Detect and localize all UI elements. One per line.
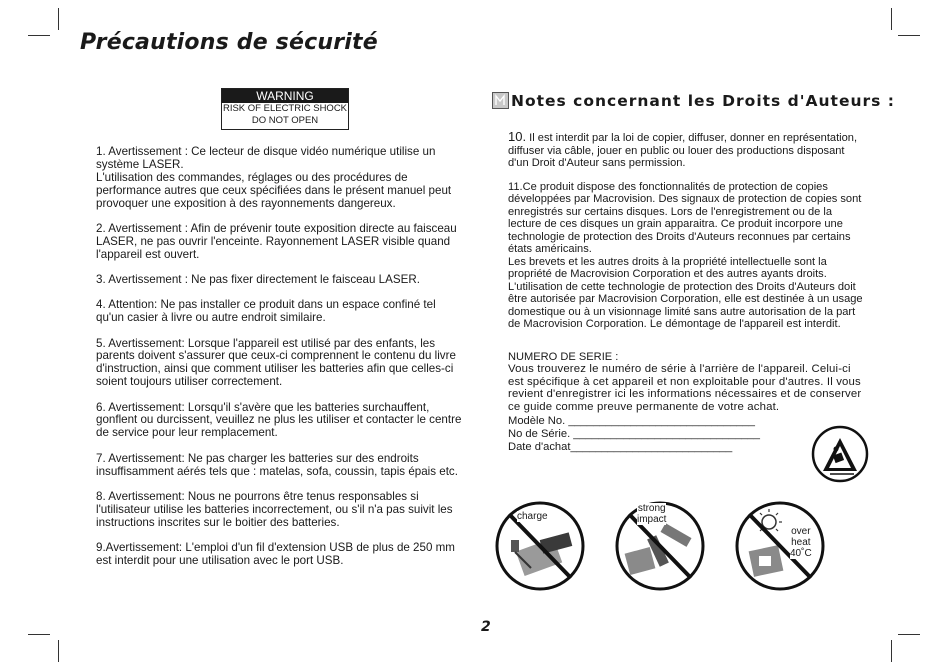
cart-tip-over-icon (810, 424, 870, 489)
warning-paragraph: 8. Avertissement: Nous ne pourrons être tenus responsables si l'utilisateur utilise les batteries incorrectement, ou s'il n'a pas suivit les instructions inscrites sur le boitier des batteries. (96, 489, 453, 529)
warning-line-2: DO NOT OPEN (251, 115, 319, 126)
safety-warnings (96, 146, 466, 580)
warning-paragraph: 5. Avertissement: Lorsque l'appareil est utilisé par des enfants, les parents doivent s'assurer que ceux-ci comprennent le contenu du livre d'instruction, ainsi que comment utiliser les batteries afin que celles-ci soient toujours utiliser correctement. (96, 336, 456, 389)
warning-paragraph: 1. Avertissement : Ce lecteur de disque vidéo numérique utilise un système LASER. L'utilisation des commandes, réglages ou des procédures de performance autres que ceux spécifiées dans le présent manuel peut provoquer une exposition à des rayonnements dangereux. (96, 145, 452, 210)
notes-bullet-icon (492, 92, 509, 109)
crop-mark (28, 634, 50, 635)
copyright-notes (508, 131, 868, 413)
crop-mark (891, 640, 892, 662)
serial-title: NUMERO DE SERIE : (508, 350, 619, 363)
note-11-patents: Les brevets et les autres droits à la propriété intellectuelle sont la propriété de Macrovision Corporation et des autres ayants droits. L'utilisation de cette technologie de protection des Droits d'Auteurs doit être autorisée par Macrovision Corporation, elle est destinée à un usage domestique ou à un visionnage limité sans autre autorisation de la part de Macrovision Corporation. Le démontage de l'appareil est interdit. (508, 255, 863, 330)
purchase-date-field: Date d'achat__________________________ (508, 440, 733, 453)
warning-heading: WARNING (222, 89, 348, 103)
charge-label: charge (517, 511, 548, 522)
note-10: 10. Il est interdit par la loi de copier, diffuser, donner en représentation, diffuser via câble, jouer en public ou louer des productions disposant d'un Droit d'Auteur sans permission. (508, 129, 858, 169)
serial-body: Vous trouverez le numéro de série à l'arrière de l'appareil. Celui-ci est spécifique à cet appareil et non exploitable pour d'autres. Il vous revient d'enregistrer ici les informations nécessaires et de conserver ce guide comme preuve permanente de votre achat. (508, 363, 862, 413)
crop-mark (58, 640, 59, 662)
purchase-form (508, 415, 760, 453)
warning-paragraph: 2. Avertissement : Afin de prévenir toute exposition directe au faisceau LASER, ne pas ouvrir l'enceinte. Rayonnement LASER visible quand l'appareil est ouvert. (96, 221, 457, 261)
impact-label-line-1: strong (637, 503, 666, 514)
heat-label-line-3: 40˚C (790, 548, 812, 559)
crop-mark (898, 634, 920, 635)
page-title: Précautions de sécurité (80, 30, 378, 55)
crop-mark (58, 8, 59, 30)
warning-paragraph: 9.Avertissement: L'emploi d'un fil d'extension USB de plus de 250 mm est interdit pour une utilisation avec le port USB. (96, 540, 455, 567)
heat-label-line-1: over (791, 526, 811, 537)
heat-label (790, 526, 812, 559)
heat-label-line-2: heat (791, 537, 811, 548)
impact-label (637, 503, 666, 525)
page-number: 2 (481, 619, 491, 635)
crop-mark (28, 35, 50, 36)
no-overheat-icon (729, 500, 831, 597)
warning-line-1: RISK OF ELECTRIC SHOCK (222, 103, 348, 114)
crop-mark (891, 8, 892, 30)
serial-field: No de Série. ______________________________ (508, 427, 760, 440)
warning-paragraph: 3. Avertissement : Ne pas fixer directement le faisceau LASER. (96, 273, 420, 287)
note-11: 11.Ce produit dispose des fonctionnalités de protection de copies développées par Macrovision. Des signaux de protection de copies sont enregistrés sur certains disques. Lors de l'enregistrement ou de la lecture de ces disques un grain apparaitra. Ce produit incorpore une technologie de protection des Droits d'Auteurs reconnues par certains états américains. (508, 180, 862, 255)
warning-box (221, 88, 349, 130)
crop-mark (898, 35, 920, 36)
copyright-heading: Notes concernant les Droits d'Auteurs : (511, 92, 895, 110)
model-field: Modèle No. ______________________________ (508, 415, 755, 427)
warning-paragraph: 4. Attention: Ne pas installer ce produit dans un espace confiné tel qu'un casier à livre ou autre endroit similaire. (96, 298, 436, 325)
warning-paragraph: 6. Avertissement: Lorsqu'il s'avère que les batteries surchauffent, gonflent ou durcissent, veuillez ne plus les utiliser et contacter le centre de service pour leur remplacement. (96, 400, 462, 440)
warning-paragraph: 7. Avertissement: Ne pas charger les batteries sur des endroits insuffisamment aérés tels que : matelas, sofa, coussin, tapis épais etc. (96, 451, 458, 478)
impact-label-line-2: impact (637, 514, 667, 525)
